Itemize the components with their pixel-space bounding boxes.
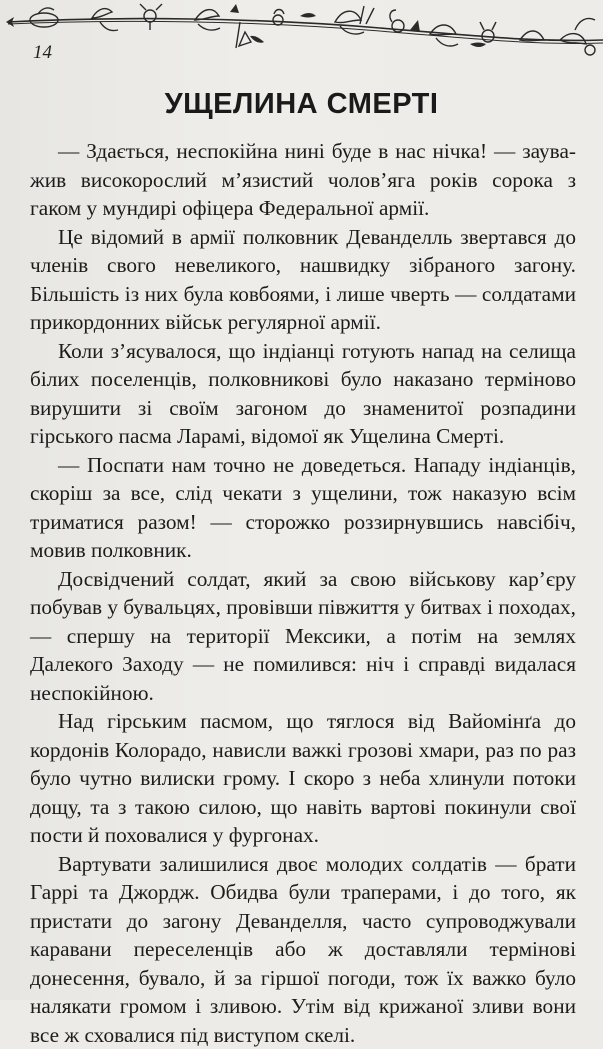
paragraph-3: Коли з’ясувалося, що індіанці готують напад на селища білих поселенців, полковникові було наказано терміново вирушити зі своїм загоном до знаменитої розпадини гірського пасма Ларамі, відомої як Ущелина Смерті. [30,337,576,451]
paragraph-2: Це відомий в армії полковник Деванделль звертався до членів свого невеликого, нашвидку зібраного загону. Більшість із них була ковбоями, і лише чверть — солдатами прикордонних військ регулярної армії. [30,223,576,337]
floral-ornament-header [0,0,603,60]
paragraph-7: Вартувати залишилися двоє молодих солдатів — брати Гаррі та Джордж. Обидва були траперами, і до того, як пристати до загону Деванделля, часто супроводжували каравани переселенців або ж доставляли термінові донесення, бувало, й за гіршої погоди, тож їх важко було налякати громом і зливою. Утім від крижаної зливи вони все ж сховалися під виступом скелі. [30,850,576,1049]
chapter-title: УЩЕЛИНА СМЕРТІ [0,88,603,121]
page-number: 14 [33,42,52,64]
chapter-body-text [30,137,576,1049]
paragraph-1: — Здається, неспокійна нині буде в нас нічка! — зауважив високорослий м’язистий чолов’яга років сорока з гаком у мундирі офіцера Федеральної армії. [30,137,576,223]
paragraph-4: — Поспати нам точно не доведеться. Нападу індіанців, скоріш за все, слід чекати з ущелини, тож наказую всім триматися разом! — сторожко роззирнувшись навсібіч, мовив полковник. [30,451,576,565]
paragraph-6: Над гірським пасмом, що тяглося від Вайомінґа до кордонів Колорадо, нависли важкі грозові хмари, раз по раз було чутно вилиски грому. І скоро з неба хлинули потоки дощу, та з такою силою, що навіть вартові покинули свої пости й поховалися у фургонах. [30,707,576,850]
paragraph-5: Досвідчений солдат, який за свою військову кар’єру побував у бувальцях, провівши півжиття у битвах і походах, — спершу на території Мексики, а потім на землях Далекого Заходу — не помилився: ніч і справді видалася неспокійною. [30,565,576,708]
